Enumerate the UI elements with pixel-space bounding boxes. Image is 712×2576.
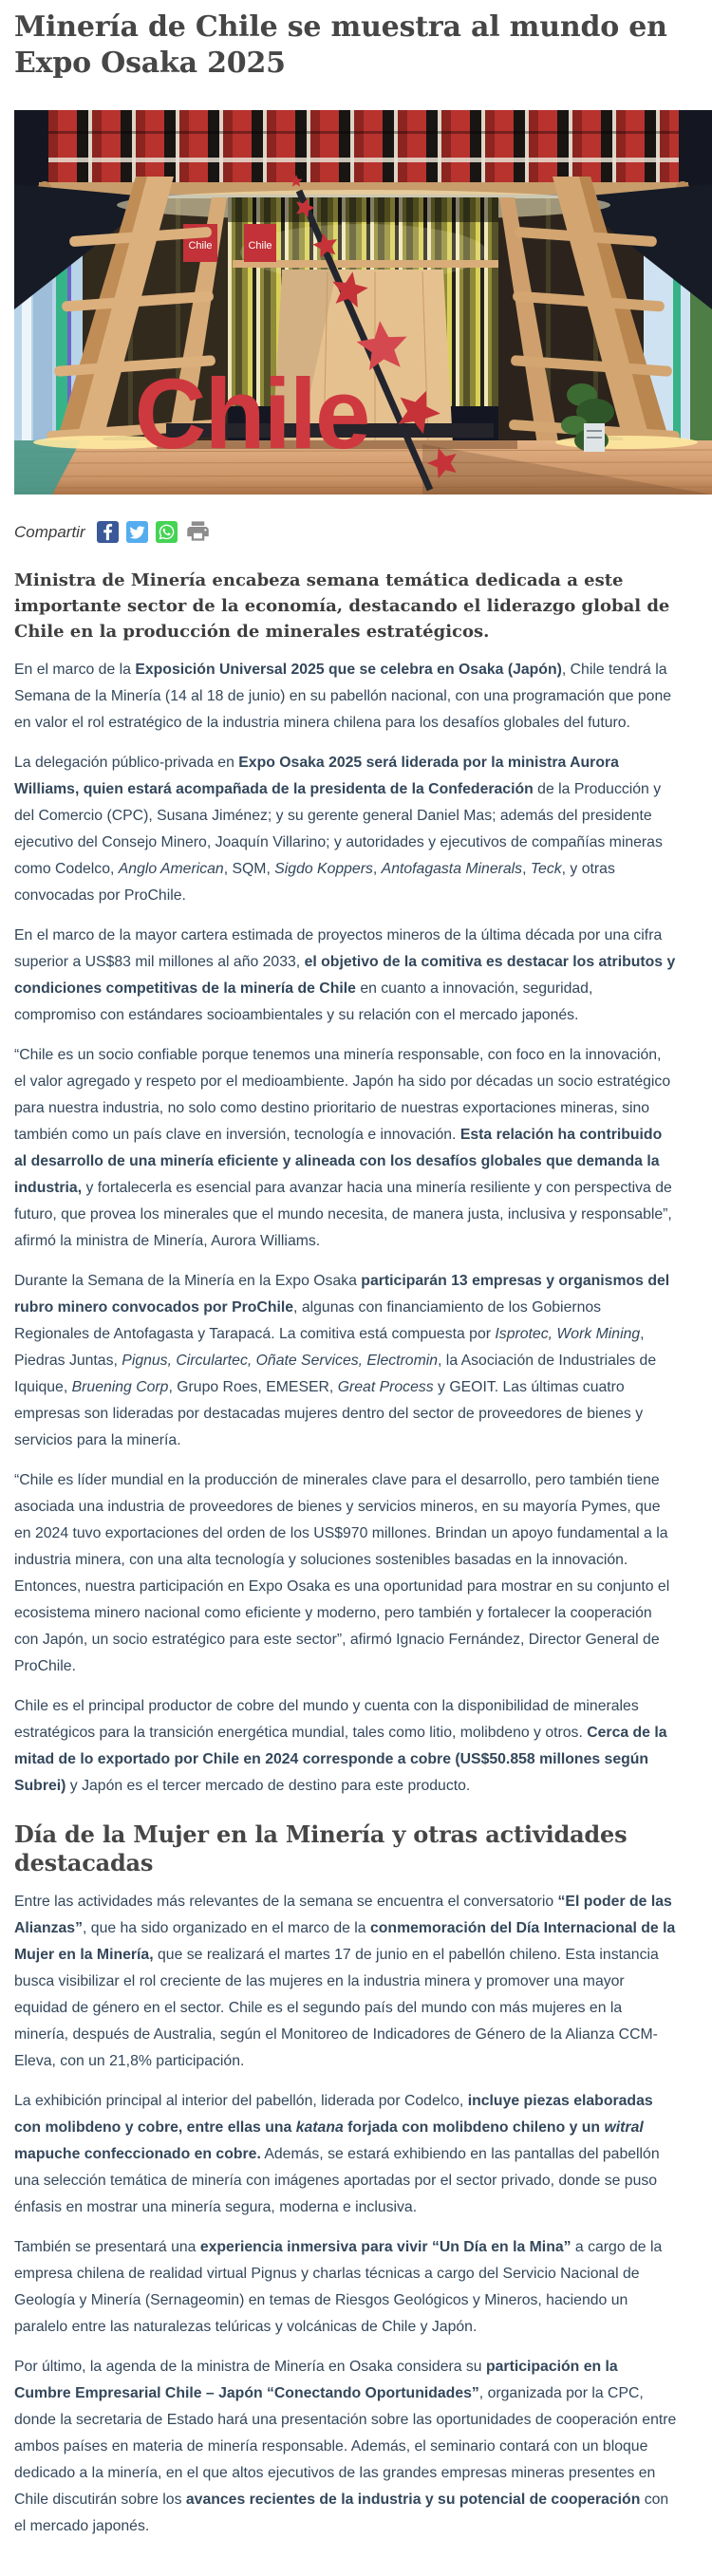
article-paragraph: Entre las actividades más relevantes de la semana se encuentra el conversatorio “El poder de las Alianzas”, que ha sido organizado en el marco de la conmemoración del Día Internacional de la Mujer en la Minería, que se realizará el martes 17 de junio en el pabellón chileno. Esta instancia busca visibilizar el rol creciente de las mujeres en la industria minera y promover una mayor equidad de género en el sector. Chile es el segundo país del mundo con más mujeres en la minería, después de Australia, según el Monitoreo de Indicadores de Género de la Alianza CCM-Eleva, con un 21,8% participación. [14,1894,676,2069]
chile-cube-label: Chile [248,240,272,252]
article-paragraph: La delegación público-privada en Expo Osaka 2025 será liderada por la ministra Aurora Williams, quien estará acompañada de la presidenta de la Confederación de la Producción y del Comercio (CPC), Susana Jiménez; y su gerente general Daniel Mas; además del presidente ejecutivo del Consejo Minero, Joaquín Villarino; y autoridades y ejecutivos de compañías mineras como Codelco, Anglo American, SQM, Sigdo Koppers, Antofagasta Minerals, Teck, y otras convocadas por ProChile. [14,755,663,904]
print-button[interactable] [185,518,211,544]
section-heading: Día de la Mujer en la Minería y otras actividades destacadas [14,1820,628,1876]
chile-wordmark: Chile [134,359,369,470]
facebook-icon [97,521,119,543]
article-paragraph: La exhibición principal al interior del pabellón, liderada por Codelco, incluye piezas elaboradas con molibdeno y cobre, entre ellas una katana forjada con molibdeno chileno y un witral mapuche confeccionado en cobre. Además, se estará exhibiendo en las pantallas del pabellón una selección temática de minería con imágenes aportadas por el sector privado, donde se puso énfasis en mostrar una minería segura, moderna e inclusiva. [14,2093,660,2215]
print-icon [185,518,211,544]
page-title: Minería de Chile se muestra al mundo en Expo Osaka 2025 [14,10,667,80]
twitter-icon [126,521,148,543]
chile-pavilion-illustration [14,110,712,495]
article-paragraph: También se presentará una experiencia inmersiva para vivir “Un Día en la Mina” a cargo de la empresa chilena de realidad virtual Pignus y charlas técnicas a cargo del Servicio Nacional de Geología y Minería (Sernageomin) en temas de Riesgos Geológicos y Mineros, haciendo un paralelo entre las naturalezas telúricas y volcánicas de Chile y Japón. [14,2239,663,2335]
article-lead: Ministra de Minería encabeza semana temática dedicada a este importante sector de la economía, destacando el liderazgo global de Chile en la producción de minerales estratégicos. [14,570,670,642]
article-paragraph: “Chile es líder mundial en la producción de minerales clave para el desarrollo, pero también tiene asociada una industria de proveedores de bienes y servicios mineros, en su mayoría Pymes, que en 2024 tuvo exportaciones del orden de los US$970 millones. Brindan un apoyo fundamental a la industria minera, con una alta tecnología y soluciones sostenibles basadas en la innovación. Entonces, nuestra participación en Expo Osaka es una oportunidad para mostrar en su conjunto el ecosistema minero nacional como eficiente y moderno, pero también y fortalecer la cooperación con Japón, un socio estratégico para este sector”, afirmó Ignacio Fernández, Director General de ProChile. [14,1472,670,1674]
article-paragraph: Durante la Semana de la Minería en la Expo Osaka participarán 13 empresas y organismos del rubro minero convocados por ProChile, algunas con financiamiento de los Gobiernos Regionales de Antofagasta y Tarapacá. La comitiva está compuesta por Isprotec, Work Mining, Piedras Juntas, Pignus, Circulartec, Oñate Services, Electromin, la Asociación de Industriales de Iquique, Bruening Corp, Grupo Roes, EMESER, Great Process y GEOIT. Las últimas cuatro empresas son lideradas por destacadas mujeres dentro del sector de proveedores de bienes y servicios para la minería. [14,1273,670,1448]
article-paragraph: Por último, la agenda de la ministra de Minería en Osaka considera su participación en la Cumbre Empresarial Chile – Japón “Conectando Oportunidades”, organizada por la CPC, donde la secretaria de Estado hará una presentación sobre las oportunidades de cooperación entre ambos países en materia de minería responsable. Además, el seminario contará con un bloque dedicado a la minería, en el que altos ejecutivos de las grandes empresas mineras presentes en Chile discutirán sobre los avances recientes de la industria y su potencial de cooperación con el mercado japonés. [14,2359,677,2534]
article-paragraph: “Chile es un socio confiable porque tenemos una minería responsable, con foco en la innovación, el valor agregado y respeto por el medioambiente. Japón ha sido por décadas un socio estratégico para nuestra industria, no solo como destino prioritario de nuestras exportaciones mineras, sino también como un país clave en inversión, tecnología e innovación. Esta relación ha contribuido al desarrollo de una minería eficiente y alineada con los desafíos globales que demanda la industria, y fortalecerla es esencial para avanzar hacia una minería resiliente y con perspectiva de futuro, que provea los minerales que el mundo necesita, de manera justa, inclusiva y responsable”, afirmó la ministra de Minería, Aurora Williams. [14,1047,672,1249]
article-body [14,657,690,2540]
article-paragraph: Chile es el principal productor de cobre del mundo y cuenta con la disponibilidad de minerales estratégicos para la transición energética mundial, tales como litio, molibdeno y otros. Cerca de la mitad de lo exportado por Chile en 2024 corresponde a cobre (US$50.858 millones según Subrei) y Japón es el tercer mercado de destino para este producto. [14,1698,667,1794]
article-paragraph: En el marco de la mayor cartera estimada de proyectos mineros de la última década por una cifra superior a US$83 mil millones al año 2033, el objetivo de la comitiva es destacar los atributos y condiciones competitivas de la minería de Chile en cuanto a innovación, seguridad, compromiso con estándares socioambientales y su relación con el mercado japonés. [14,927,676,1023]
whatsapp-icon [156,521,178,543]
chile-cube-label: Chile [188,240,213,252]
share-row [14,520,712,544]
article-paragraph: En el marco de la Exposición Universal 2025 que se celebra en Osaka (Japón), Chile tendrá la Semana de la Minería (14 al 18 de junio) en su pabellón nacional, con una programación que pone en valor el rol estratégico de la industria minera chilena para los desafíos globales del futuro. [14,662,672,731]
twitter-share-button[interactable] [126,521,148,543]
whatsapp-share-button[interactable] [156,521,178,543]
hero-image [14,110,712,495]
share-label: Compartir [14,522,85,541]
facebook-share-button[interactable] [97,521,119,543]
